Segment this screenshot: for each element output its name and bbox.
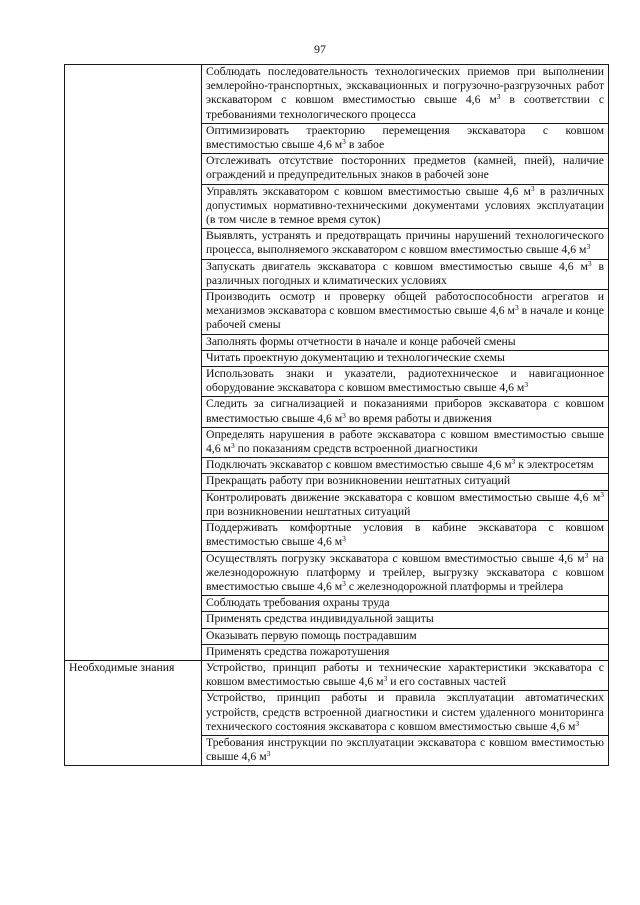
skills_block-item xyxy=(202,551,609,596)
skills_block-item xyxy=(202,154,609,184)
table-row xyxy=(65,65,609,124)
item-text: Осуществлять погрузку экскаватора с ковшом вместимостью свыше 4,6 м xyxy=(206,551,585,565)
item-text: Следить за сигнализацией и показаниями приборов экскаватора с ковшом вместимостью свыше 4,6 м xyxy=(206,397,604,425)
skills_block-item xyxy=(202,397,609,427)
superscript: 3 xyxy=(230,441,235,451)
page-number: 97 xyxy=(314,42,326,56)
item-text: Применять средства пожаротушения xyxy=(206,644,390,658)
item-text: Применять средства индивидуальной защиты xyxy=(206,612,434,626)
superscript: 3 xyxy=(342,534,346,544)
superscript: 3 xyxy=(496,92,501,102)
item-text: Производить осмотр и проверку общей работоспособности агрегатов и механизмов экскаватора с ковшом вместимостью свыше 4,6 м xyxy=(206,290,604,318)
item-text: Поддерживать комфортные условия в кабине экскаватора с ковшом вместимостью свыше 4,6 м xyxy=(206,521,604,549)
skills_block-item xyxy=(202,427,609,457)
superscript: 3 xyxy=(342,410,346,420)
superscript: 3 xyxy=(266,749,271,759)
item-text: в соответствии с требованиями технологического процесса xyxy=(206,93,605,121)
item-text: при возникновении нештатных ситуаций xyxy=(206,504,411,518)
superscript: 3 xyxy=(584,550,589,560)
skills_block-item xyxy=(202,521,609,551)
skills_block-item xyxy=(202,596,609,612)
item-text: Соблюдать требования охраны труда xyxy=(206,596,390,610)
item-text: Прекращать работу при возникновении нештатных ситуаций xyxy=(206,474,511,488)
item-text: с железнодорожной платформы и трейлера xyxy=(345,579,564,593)
knowledge_block-item xyxy=(202,660,609,690)
item-text: Соблюдать последовательность технологических приемов при выполнении землеройно-транспортных, экскавационных и погрузочно-разгрузочных работ экскаватором с ковшом вместимостью свыше 4,6 м xyxy=(206,65,604,107)
knowledge_block-label: Необходимые знания xyxy=(65,660,202,765)
item-text: и его составных частей xyxy=(387,675,506,689)
superscript: 3 xyxy=(587,258,592,268)
item-text: Требования инструкции по эксплуатации экскаватора с ковшом вместимостью свыше 4,6 м xyxy=(206,735,604,764)
item-text: Устройство, принцип работы и технические характеристики экскаватора с ковшом вместимостью свыше 4,6 м xyxy=(206,660,604,689)
knowledge_block-item xyxy=(202,735,609,765)
skills_block-item xyxy=(202,350,609,366)
superscript: 3 xyxy=(342,137,346,147)
skills_block-item xyxy=(202,367,609,397)
item-text: Отслеживать отсутствие посторонних предметов (камней, пней), наличие ограждений и предупредительных знаков в рабочей зоне xyxy=(206,154,604,182)
skills_block-item xyxy=(202,65,609,124)
item-text: по показаниям средств встроенной диагностики xyxy=(234,442,478,456)
skills_block-item xyxy=(202,290,609,335)
requirements-table xyxy=(64,64,609,766)
skills_block-item xyxy=(202,334,609,350)
item-text: Устройство, принцип работы и правила эксплуатации автоматических устройств, средств встроенной диагностики и систем удаленного мониторинга технического состояния экскаватора с ковшом вместимостью свыше 4,6 м xyxy=(206,691,604,733)
item-text: Оптимизировать траекторию перемещения экскаватора с ковшом вместимостью свыше 4,6 м xyxy=(206,123,604,152)
skills_block-item xyxy=(202,184,609,229)
item-text: Читать проектную документацию и технологические схемы xyxy=(206,350,505,364)
item-text: в начале и конце рабочей смены xyxy=(206,304,604,332)
skills_block-item xyxy=(202,612,609,628)
item-text: Заполнять формы отчетности в начале и конце рабочей смены xyxy=(206,334,516,348)
skills_block-item xyxy=(202,229,609,259)
item-text: Запускать двигатель экскаватора с ковшом вместимостью свыше 4,6 м xyxy=(206,259,588,273)
item-text: Управлять экскаватором с ковшом вместимостью свыше 4,6 м xyxy=(206,184,531,198)
item-text: в забое xyxy=(345,138,385,152)
knowledge_block-item xyxy=(202,691,609,736)
superscript: 3 xyxy=(586,242,591,252)
superscript: 3 xyxy=(514,303,519,313)
item-text: во время работы и движения xyxy=(345,411,492,425)
item-text: в различных допустимых нормативно-техническими документами условиях эксплуатации (в том числе в темное время суток) xyxy=(206,184,604,227)
superscript: 3 xyxy=(575,718,580,728)
skills_block-item xyxy=(202,474,609,490)
item-text: Контролировать движение экскаватора с ковшом вместимостью свыше 4,6 м xyxy=(206,490,601,504)
table-row xyxy=(65,660,609,690)
item-text: к электросетям xyxy=(515,458,594,472)
skills_block-item xyxy=(202,628,609,644)
item-text: Использовать знаки и указатели, радиотехническое и навигационное оборудование экскаватора с ковшом вместимостью свыше 4,6 м xyxy=(206,367,604,395)
skills_block-label xyxy=(65,65,202,661)
superscript: 3 xyxy=(342,578,346,588)
superscript: 3 xyxy=(530,183,535,193)
item-text: Подключать экскаватор с ковшом вместимостью свыше 4,6 м xyxy=(206,458,512,472)
skills_block-item xyxy=(202,458,609,474)
item-text: Оказывать первую помощь пострадавшим xyxy=(206,628,417,642)
item-text: Выявлять, устранять и предотвращать причины нарушений технологического процесса, выполняемого экскаватором с ковшом вместимостью свыше 4,6 м xyxy=(206,229,604,257)
item-text: в различных погодных и климатических условиях xyxy=(206,259,604,287)
item-text: Определять нарушения в работе экскаватора с ковшом вместимостью свыше 4,6 м xyxy=(206,427,604,456)
skills_block-item xyxy=(202,123,609,153)
superscript: 3 xyxy=(383,674,388,684)
skills_block-item xyxy=(202,490,609,520)
superscript: 3 xyxy=(511,457,516,467)
item-text: на железнодорожную платформу и трейлер, выгрузку экскаватора с ковшом вместимостью свыше 4,6 м xyxy=(206,551,604,593)
skills_block-item xyxy=(202,259,609,289)
superscript: 3 xyxy=(524,380,529,390)
skills_block-item xyxy=(202,644,609,660)
superscript: 3 xyxy=(600,489,604,499)
